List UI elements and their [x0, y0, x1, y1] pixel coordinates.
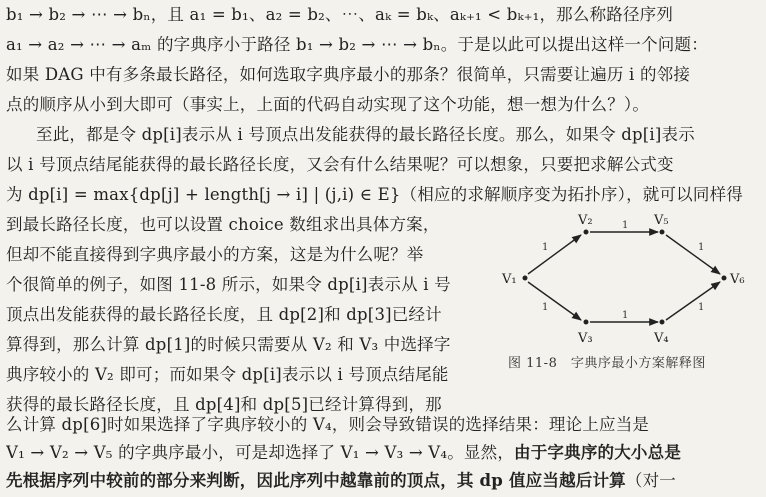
- node-label: V₅: [654, 214, 669, 228]
- bold-text: 先根据序列中较前的部分来判断，因此序列中越靠前的顶点，其 dp 值应当越后计算: [6, 471, 626, 490]
- node-v4: [660, 320, 665, 325]
- text-line: [6, 438, 760, 468]
- node-label: V₂: [578, 214, 593, 228]
- edge-v4-v6: [666, 282, 720, 320]
- text-span: V₁ → V₂ → V₅ 的字典序最小，可是却选择了 V₁ → V₃ → V₄。显然，: [6, 443, 515, 462]
- text-line: [6, 466, 760, 496]
- node-label: V₃: [578, 331, 593, 346]
- edge-weight: 1: [622, 220, 629, 231]
- node-v5: [660, 230, 665, 235]
- edge-weight: 1: [542, 302, 549, 313]
- bold-text: 由于字典序的大小总是: [514, 443, 682, 462]
- node-label: V₄: [654, 331, 669, 346]
- text-span: （对一: [625, 471, 676, 490]
- edge-v5-v6: [666, 235, 720, 274]
- dag-diagram: [498, 214, 760, 354]
- edge-weight: 1: [542, 242, 549, 253]
- text-line: 到最长路径长度，也可以设置 choice 数组求出具体方案，: [6, 215, 440, 234]
- text-line: 个很简单的例子，如图 11-8 所示，如果令 dp[i]表示从 i 号: [6, 275, 451, 294]
- node-v6: [722, 276, 727, 281]
- node-v2: [584, 230, 589, 235]
- text-line: 顶点出发能获得的最长路径长度，且 dp[2]和 dp[3]已经计: [6, 305, 442, 324]
- node-v3: [584, 320, 589, 325]
- edge-weight: 1: [698, 302, 705, 313]
- text-line: b₁ → b₂ → ⋯ → bₙ，且 a₁ = b₁、a₂ = b₂、⋯、aₖ = bₖ、aₖ₊₁ < bₖ₊₁，那么称路径序列: [6, 5, 674, 24]
- text-line: 如果 DAG 中有多条最长路径，如何选取字典序最小的那条？很简单，只需要让遍历 i 的邻接: [6, 65, 691, 84]
- text-line: 以 i 号顶点结尾能获得的最长路径长度，又会有什么结果呢？可以想象，只要把求解公式变: [6, 155, 674, 174]
- text-line: a₁ → a₂ → ⋯ → aₘ 的字典序小于路径 b₁ → b₂ → ⋯ → bₙ。于是以此可以提出这样一个问题：: [6, 35, 708, 54]
- paragraph-start-line: 至此，都是令 dp[i]表示从 i 号顶点出发能获得的最长路径长度。那么，如果令 dp[i]表示: [36, 125, 695, 144]
- formula-line: 为 dp[i] = max{dp[j] + length[j → i] | (j,i) ∈ E}（相应的求解顺序变为拓扑序），就可以同样得: [6, 185, 743, 204]
- text-line: 算得到，那么计算 dp[1]的时候只需要从 V₂ 和 V₃ 中选择字: [6, 335, 451, 354]
- figure-caption: 图 11-8 字典序最小方案解释图: [508, 356, 706, 371]
- text-line: 么计算 dp[6]时如果选择了字典序较小的 V₄，则会导致错误的选择结果：理论上应当是: [6, 415, 650, 434]
- node-label: V₆: [730, 272, 745, 287]
- text-line: 但却不能直接得到字典序最小的方案，这是为什么呢？举: [6, 245, 424, 264]
- text-line: 点的顺序从小到大即可（事实上，上面的代码自动实现了这个功能，想一想为什么？）。: [6, 95, 650, 114]
- edge-weight: 1: [622, 310, 629, 321]
- dag-figure: [498, 214, 760, 384]
- edge-v1-v3: [528, 282, 581, 320]
- edge-weight: 1: [698, 242, 705, 253]
- text-line: 获得的最长路径长度，且 dp[4]和 dp[5]已经计算得到，那: [6, 395, 442, 414]
- node-v1: [523, 276, 528, 281]
- edge-v1-v2: [528, 235, 581, 274]
- node-label: V₁: [502, 272, 517, 287]
- text-line: 典序较小的 V₂ 即可；而如果令 dp[i]表示以 i 号顶点结尾能: [6, 365, 449, 384]
